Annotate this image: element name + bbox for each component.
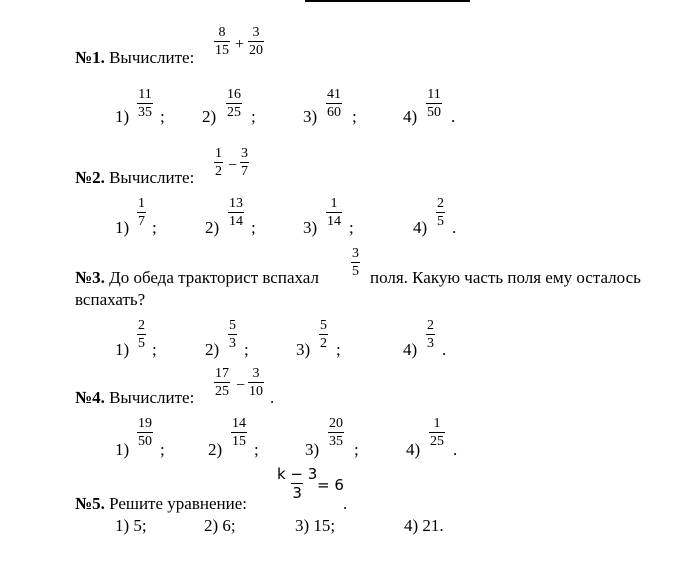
denominator: 3 [229,336,236,351]
option-separator: ; [160,107,165,126]
option-fraction [429,416,445,449]
question-5-title [75,494,247,514]
numerator: 17 [215,366,229,381]
denominator: 15 [215,43,229,58]
option-label: 4) [406,440,421,459]
question-5-equation-fraction [276,466,318,501]
question-5-equation-rhs: = 6 [317,476,344,494]
option-separator: ; [349,218,354,237]
minus-operator: − [228,157,238,174]
question-3-text-before: До обеда тракторист вспахал [109,268,319,287]
option-fraction [228,196,244,229]
question-5-number: №5. [75,494,105,513]
option-separator: ; [354,440,359,459]
option-fraction [137,196,146,229]
option-separator: ; [254,440,259,459]
option-fraction [137,416,153,449]
numerator: 1 [330,196,338,211]
numerator: 41 [327,87,341,102]
option-label: 2) [205,218,220,237]
question-4-end-period: . [270,388,275,407]
numerator: 3 [241,146,248,161]
option: 2) 6; [204,516,236,535]
question-2-fraction-a [214,146,223,179]
denominator: 35 [138,105,152,120]
denominator: 3 [292,484,302,502]
question-1-fraction-a [214,25,230,58]
option-label: 1) [115,440,130,459]
option-fraction [228,318,237,351]
option-label: 2) [205,340,220,359]
denominator: 25 [215,384,229,399]
question-5-end-period: . [343,494,348,513]
denominator: 60 [327,105,341,120]
numerator: 11 [138,87,152,102]
numerator: 3 [252,366,260,381]
denominator: 2 [215,164,222,179]
question-3-line-1 [75,268,319,288]
question-2-title [75,168,194,188]
option-separator: . [442,340,447,359]
option-fraction [426,318,435,351]
question-2-fraction-b [240,146,249,179]
numerator: 2 [138,318,145,333]
denominator: 25 [430,434,444,449]
option-label: 2) [202,107,217,126]
option-label: 1) [115,107,130,126]
option-label: 3) [296,340,311,359]
option-separator: . [451,107,456,126]
option-fraction [226,87,242,120]
numerator: 1 [215,146,222,161]
option-fraction [137,318,146,351]
question-3-text-after: поля. Какую часть поля ему осталось [370,268,641,287]
question-4-text: Вычислите: [109,388,195,407]
denominator: 14 [327,214,341,229]
question-4-fraction-a [214,366,230,399]
denominator: 7 [241,164,248,179]
numerator: 5 [229,318,236,333]
option-label: 3) [303,218,318,237]
numerator: 16 [227,87,241,102]
numerator: 11 [427,87,441,102]
numerator: 19 [138,416,152,431]
numerator: 1 [138,196,145,211]
numerator: 2 [437,196,444,211]
denominator: 5 [138,336,145,351]
option-separator: ; [251,218,256,237]
denominator: 2 [320,336,327,351]
option-label: 1) [115,218,130,237]
question-1-number: №1. [75,48,105,67]
numerator: 13 [229,196,243,211]
option-label: 4) [403,340,418,359]
question-3-number: №3. [75,268,105,287]
question-4-title [75,388,194,408]
numerator: 5 [320,318,327,333]
option-label: 3) [305,440,320,459]
option-fraction [231,416,247,449]
plus-operator: + [235,36,245,53]
top-rule [305,0,470,2]
question-3-fraction [351,246,360,279]
option-separator: ; [152,340,157,359]
option-label: 3) [303,107,318,126]
option-fraction [326,196,342,229]
question-1-fraction-b [248,25,264,58]
option-fraction [436,196,445,229]
denominator: 15 [232,434,246,449]
option-separator: . [453,440,458,459]
option-separator: ; [160,440,165,459]
question-4-fraction-b [248,366,264,399]
numerator: 1 [433,416,441,431]
option: 4) 21. [404,516,444,535]
denominator: 10 [249,384,263,399]
numerator: k − 3 [277,465,318,483]
denominator: 5 [352,264,359,279]
numerator: 8 [218,25,226,40]
denominator: 3 [427,336,434,351]
option-fraction [328,416,344,449]
option-label: 1) [115,340,130,359]
denominator: 7 [138,214,145,229]
question-4-number: №4. [75,388,105,407]
denominator: 25 [227,105,241,120]
option: 1) 5; [115,516,147,535]
question-1-text: Вычислите: [109,48,195,67]
denominator: 5 [437,214,444,229]
option-fraction [319,318,328,351]
question-1-title [75,48,194,68]
option: 3) 15; [295,516,336,535]
option-fraction [326,87,342,120]
denominator: 35 [329,434,343,449]
numerator: 3 [252,25,260,40]
option-label: 4) [413,218,428,237]
option-separator: ; [244,340,249,359]
option-separator: ; [251,107,256,126]
denominator: 14 [229,214,243,229]
option-fraction [137,87,153,120]
option-label: 4) [403,107,418,126]
option-separator: ; [336,340,341,359]
option-label: 2) [208,440,223,459]
denominator: 50 [138,434,152,449]
option-fraction [426,87,442,120]
numerator: 3 [352,246,359,261]
question-5-text: Решите уравнение: [109,494,247,513]
numerator: 14 [232,416,246,431]
numerator: 20 [329,416,343,431]
question-3-line-2: вспахать? [75,290,146,309]
question-2-number: №2. [75,168,105,187]
question-2-text: Вычислите: [109,168,195,187]
denominator: 50 [427,105,441,120]
option-separator: ; [352,107,357,126]
option-separator: ; [152,218,157,237]
denominator: 20 [249,43,263,58]
numerator: 2 [427,318,434,333]
option-separator: . [452,218,457,237]
minus-operator: − [236,377,246,394]
